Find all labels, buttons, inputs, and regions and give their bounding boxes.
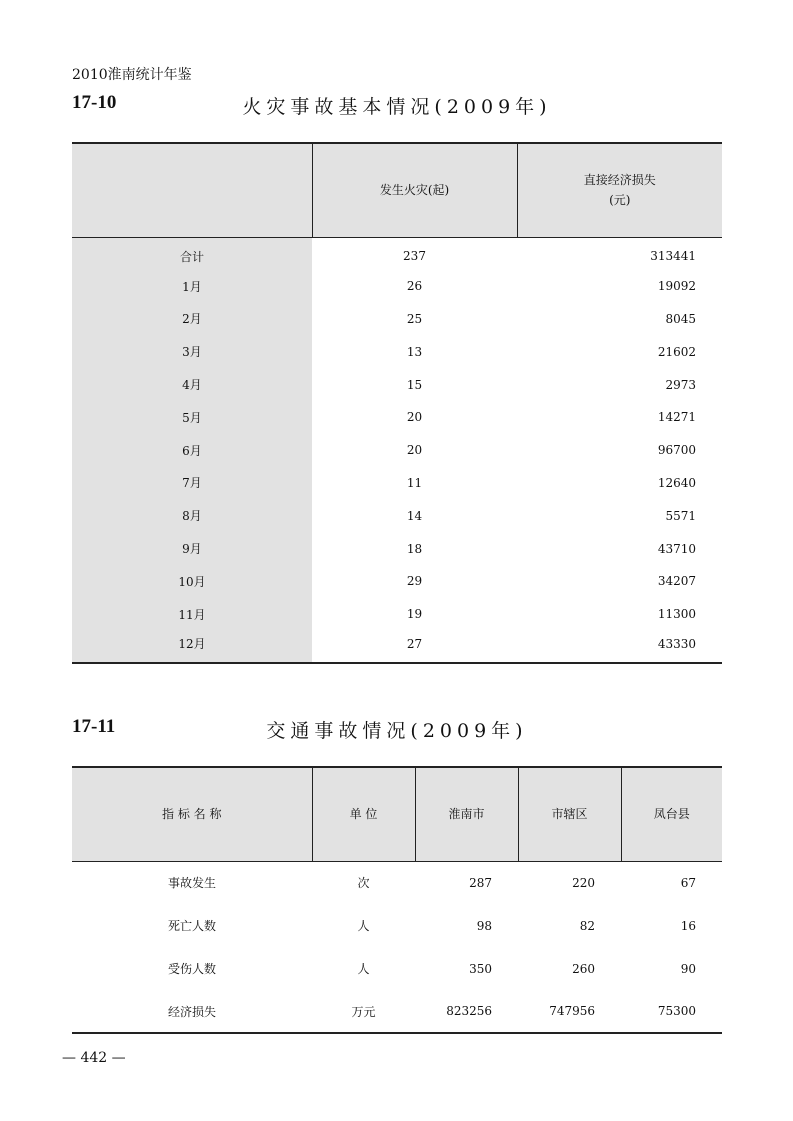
- cell-fengtai: 75300: [621, 990, 722, 1033]
- cell-loss: 5571: [665, 508, 696, 523]
- table-title: 火灾事故基本情况(2009年): [242, 96, 552, 118]
- table-row: [72, 303, 722, 336]
- table-row: [72, 947, 722, 990]
- table-row: [72, 335, 722, 368]
- row-label: 事故发生: [167, 876, 216, 891]
- running-head: 2010淮南统计年鉴: [72, 67, 192, 83]
- row-label: 合计: [72, 237, 312, 270]
- row-label: 6月: [72, 434, 312, 467]
- table-row: [72, 270, 722, 303]
- cell-loss: 34207: [657, 574, 696, 589]
- cell-fires: 18: [406, 541, 423, 556]
- row-label: 经济损失: [72, 990, 312, 1033]
- cell-unit: 万元: [312, 990, 415, 1033]
- header-loss-label: 直接经济损失: [583, 173, 656, 188]
- cell-huainan: 350: [469, 961, 492, 976]
- cell-huainan: 98: [476, 918, 492, 933]
- header-fires: 发生火灾(起): [312, 143, 517, 237]
- header-indicator: 指 标 名 称: [72, 767, 312, 861]
- row-label: 7月: [72, 467, 312, 500]
- table-row: [72, 990, 722, 1033]
- cell-fires: 27: [312, 631, 517, 664]
- table-row: [72, 904, 722, 947]
- cell-loss: 11300: [657, 607, 696, 622]
- table-row: [72, 861, 722, 904]
- cell-loss: 8045: [665, 311, 696, 326]
- cell-fires: 19: [406, 607, 423, 622]
- cell-loss: 43710: [657, 541, 696, 556]
- cell-fires: 13: [406, 344, 423, 359]
- row-label: 2月: [72, 303, 312, 336]
- row-label: 8月: [72, 499, 312, 532]
- row-label: 受伤人数: [167, 962, 216, 976]
- header-unit: 单 位: [312, 767, 415, 861]
- cell-loss: 43330: [517, 631, 722, 664]
- cell-fires: 26: [406, 279, 423, 294]
- table-row: [72, 499, 722, 532]
- cell-loss: 96700: [657, 443, 696, 458]
- row-label: 1月: [72, 270, 312, 303]
- table-row: [72, 237, 722, 270]
- row-label: 10月: [72, 565, 312, 598]
- cell-fires: 15: [406, 377, 423, 392]
- page-number: — 442 —: [62, 1050, 126, 1066]
- cell-fengtai: 16: [680, 918, 696, 933]
- header-loss: [517, 143, 722, 237]
- cell-district: 82: [579, 918, 595, 933]
- cell-loss: 12640: [657, 475, 696, 490]
- cell-fires: 20: [406, 410, 423, 425]
- row-label: 11月: [72, 598, 312, 631]
- table-row: [72, 631, 722, 664]
- cell-huainan: 287: [469, 875, 492, 890]
- row-label: 3月: [72, 335, 312, 368]
- table-row: [72, 565, 722, 598]
- cell-district: 747956: [518, 990, 621, 1033]
- table-number: 17-11: [72, 716, 116, 737]
- table-row: [72, 368, 722, 401]
- cell-huainan: 823256: [415, 990, 518, 1033]
- cell-district: 260: [572, 961, 595, 976]
- row-label: 12月: [72, 631, 312, 664]
- table-row: [72, 532, 722, 565]
- header-huainan: 淮南市: [415, 767, 518, 861]
- cell-fires: 20: [406, 443, 423, 458]
- cell-fires: 14: [406, 508, 423, 523]
- cell-loss: 19092: [657, 279, 696, 294]
- cell-loss: 2973: [665, 377, 696, 392]
- cell-fires: 25: [406, 311, 423, 326]
- table-row: [72, 467, 722, 500]
- cell-loss: 313441: [650, 249, 696, 264]
- row-label: 5月: [72, 401, 312, 434]
- cell-loss: 14271: [657, 410, 696, 425]
- traffic-accidents-table: [72, 766, 722, 1034]
- table-row: [72, 434, 722, 467]
- cell-fengtai: 67: [680, 875, 696, 890]
- table-title: 交通事故情况(2009年): [266, 720, 528, 742]
- fire-accidents-table: [72, 142, 722, 664]
- cell-fires: 237: [403, 249, 426, 264]
- cell-district: 220: [572, 875, 595, 890]
- table-header-row: [72, 767, 722, 861]
- row-label: 4月: [72, 368, 312, 401]
- cell-fires: 11: [406, 475, 423, 490]
- header-blank: [72, 143, 312, 237]
- header-loss-unit: (元): [609, 193, 631, 208]
- cell-fires: 29: [406, 574, 423, 589]
- cell-unit: 次: [357, 876, 370, 891]
- cell-loss: 21602: [657, 344, 696, 359]
- cell-unit: 人: [357, 962, 370, 976]
- table-header-row: [72, 143, 722, 237]
- table-row: [72, 401, 722, 434]
- cell-fengtai: 90: [680, 961, 696, 976]
- cell-unit: 人: [357, 919, 370, 933]
- table-number: 17-10: [72, 92, 117, 113]
- header-district: 市辖区: [518, 767, 621, 861]
- table-row: [72, 598, 722, 631]
- header-fengtai: 凤台县: [621, 767, 722, 861]
- row-label: 死亡人数: [167, 919, 216, 933]
- row-label: 9月: [72, 532, 312, 565]
